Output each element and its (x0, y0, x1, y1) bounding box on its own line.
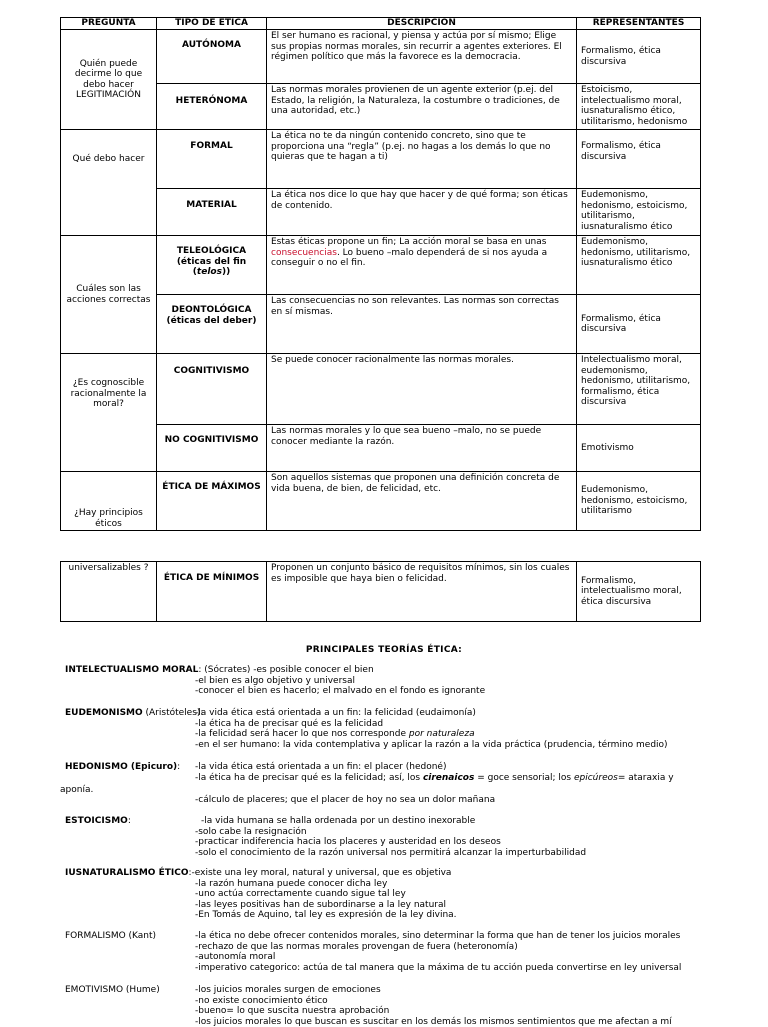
theory-line (195, 773, 674, 784)
question-cell: universalizables ? (61, 562, 157, 622)
consecuencias-highlight: consecuencias (271, 248, 337, 258)
ethics-table (60, 17, 701, 531)
type-line: (éticas del fin (177, 257, 246, 267)
theory-heading (65, 816, 131, 827)
theory-line-text: -la felicidad será hacer lo que nos corresponde (195, 729, 409, 739)
representatives-cell: Emotivismo (577, 425, 701, 472)
table-row (61, 354, 701, 425)
representatives-cell: Formalismo, ética discursiva (577, 130, 701, 189)
table-header-row (61, 18, 701, 30)
description-cell: Se puede conocer racionalmente las normas morales. (267, 354, 577, 425)
theories-title: PRINCIPALES TEORÍAS ÉTICA: (0, 645, 768, 656)
theory-head-text: (Aristóteles): (143, 708, 204, 718)
table-row (61, 130, 701, 189)
type-line: TELEOLÓGICA (177, 246, 246, 256)
theory-line: -solo cabe la resignación (195, 827, 307, 838)
theory-line: -la ética ha de precisar qué es la felicidad (195, 719, 383, 730)
theory-line: -las leyes positivas han de subordinarse a la ley natural (195, 900, 446, 911)
description-cell: Las normas morales y lo que sea bueno –malo, no se puede conocer mediante la razón. (267, 425, 577, 472)
question-cell: ¿Hay principios éticos (61, 472, 157, 531)
description-cell: Proponen un conjunto básico de requisitos mínimos, sin los cuales es imposible que haya bien o felicidad. (267, 562, 577, 622)
theory-line: -los juicios morales lo que buscan es suscitar en los demás los mismos sentimientos que me afectan a mí (195, 1017, 672, 1027)
description-cell (267, 236, 577, 295)
table-row (61, 236, 701, 295)
header-tipo: TIPO DE ÉTICA (157, 18, 267, 30)
theory-line: -autonomía moral (195, 952, 275, 963)
question-cell: Quién puede decirme lo que debo hacer LEGITIMACIÓN (61, 30, 157, 130)
type-cell (157, 236, 267, 295)
theory-line-text: = goce sensorial; los (474, 773, 574, 783)
telos-term: telos (197, 267, 222, 277)
theory-line: -cálculo de placeres; que el placer de hoy no sea un dolor mañana (195, 795, 495, 806)
theory-line: -en el ser humano: la vida contemplativa y aplicar la razón a la vida práctica (prudencia, término medio) (195, 740, 668, 751)
theory-heading (65, 762, 180, 773)
theory-heading (65, 985, 160, 996)
theory-line: aponía. (60, 785, 93, 796)
theory-heading (65, 868, 451, 879)
representatives-cell: Eudemonismo, hedonismo, utilitarismo, iusnaturalismo ético (577, 236, 701, 295)
theory-head-text: : (128, 816, 131, 826)
representatives-cell: Formalismo, intelectualismo moral, ética discursiva (577, 562, 701, 622)
theory-line: -la vida humana se halla ordenada por un destino inexorable (201, 816, 475, 827)
description-cell: Son aquellos sistemas que proponen una definición concreta de vida buena, de bien, de felicidad, etc. (267, 472, 577, 531)
type-cell: DEONTOLÓGICA (éticas del deber) (157, 295, 267, 354)
theory-line: -el bien es algo objetivo y universal (195, 676, 355, 687)
theory-line: -conocer el bien es hacerlo; el malvado en el fondo es ignorante (195, 686, 485, 697)
naturaleza-term: por naturaleza (409, 729, 475, 739)
theory-heading (65, 665, 374, 676)
theory-line: -la ética no debe ofrecer contenidos morales, sino determinar la forma que han de tener los juicios morales (195, 931, 680, 942)
cirenaicos-term: cirenaicos (423, 773, 474, 783)
table-row (61, 472, 701, 531)
theory-name: EUDEMONISMO (65, 708, 143, 718)
theory-name: EMOTIVISMO (Hume) (65, 985, 160, 995)
theory-head-text: :-existe una ley moral, natural y universal, que es objetiva (188, 868, 451, 878)
question-cell: Qué debo hacer (61, 130, 157, 236)
theory-line-text: = ataraxia y (618, 773, 674, 783)
theory-line: -En Tomás de Aquino, tal ley es expresión de la ley divina. (195, 910, 457, 921)
theory-head-text: : (Sócrates) -es posible conocer el bien (198, 665, 373, 675)
header-descripcion: DESCRIPCIÓN (267, 18, 577, 30)
theory-line: -la vida ética está orientada a un fin: la felicidad (eudaimonía) (195, 708, 476, 719)
theory-head-text: : (177, 762, 180, 772)
type-cell: AUTÓNOMA (157, 30, 267, 84)
theory-line: -uno actúa correctamente cuando sigue tal ley (195, 889, 406, 900)
representatives-cell: Eudemonismo, hedonismo, estoicismo, utilitarismo, iusnaturalismo ético (577, 189, 701, 236)
theory-line: -imperativo categorico: actúa de tal manera que la máxima de tu acción pueda convertirse en ley universal (195, 963, 681, 974)
question-cell: ¿Es cognoscible racionalmente la moral? (61, 354, 157, 472)
type-cell: HETERÓNOMA (157, 84, 267, 130)
theory-line: -solo el conocimiento de la razón universal nos permitirá alcanzar la imperturbabilidad (195, 848, 586, 859)
theory-line: -bueno= lo que suscita nuestra aprobación (195, 1006, 389, 1017)
theory-name: HEDONISMO (Epicuro) (65, 762, 177, 772)
table-row (61, 30, 701, 84)
type-cell: ÉTICA DE MÁXIMOS (157, 472, 267, 531)
table-row (61, 562, 701, 622)
theory-line: -los juicios morales surgen de emociones (195, 985, 381, 996)
type-cell: COGNITIVISMO (157, 354, 267, 425)
theory-line (195, 729, 475, 740)
theory-line: -no existe conocimiento ético (195, 996, 328, 1007)
theory-name: IUSNATURALISMO ÉTICO (65, 868, 188, 878)
description-cell: El ser humano es racional, y piensa y actúa por sí mismo; Elige sus propias normas morales, sin recurrir a agentes exteriores. El régimen político que más la favorece es la democracia. (267, 30, 577, 84)
table-row (61, 189, 701, 236)
header-pregunta: PREGUNTA (61, 18, 157, 30)
type-cell: NO COGNITIVISMO (157, 425, 267, 472)
description-cell: Las consecuencias no son relevantes. Las normas son correctas en sí mismas. (267, 295, 577, 354)
representatives-cell: Eudemonismo, hedonismo, estoicismo, utilitarismo (577, 472, 701, 531)
header-representantes: REPRESENTANTES (577, 18, 701, 30)
theory-line: -la vida ética está orientada a un fin: el placer (hedoné) (195, 762, 446, 773)
representatives-cell: Intelectualismo moral, eudemonismo, hedonismo, utilitarismo, formalismo, ética discursiva (577, 354, 701, 425)
description-text: . Lo bueno –malo dependerá de si nos ayuda a conseguir o no el fin. (271, 248, 547, 269)
type-line: )) (222, 267, 230, 277)
table-row (61, 84, 701, 130)
description-cell: La ética nos dice lo que hay que hacer y de qué forma; son éticas de contenido. (267, 189, 577, 236)
theory-heading (65, 708, 203, 719)
question-cell: Cuáles son las acciones correctas (61, 236, 157, 354)
theory-name: INTELECTUALISMO MORAL (65, 665, 198, 675)
table-row (61, 425, 701, 472)
theory-line-text: -la ética ha de precisar qué es la felicidad; así, los (195, 773, 423, 783)
theory-line: -la razón humana puede conocer dicha ley (195, 879, 387, 890)
theory-name: FORMALISMO (Kant) (65, 931, 156, 941)
type-line: ( (193, 267, 197, 277)
theory-line: -rechazo de que las normas morales provengan de fuera (heteronomía) (195, 942, 518, 953)
representatives-cell: Estoicismo, intelectualismo moral, iusnaturalismo ético, utilitarismo, hedonismo (577, 84, 701, 130)
type-cell: MATERIAL (157, 189, 267, 236)
ethics-table-continuation (60, 561, 701, 622)
representatives-cell: Formalismo, ética discursiva (577, 30, 701, 84)
description-text: Estas éticas propone un fin; La acción moral se basa en unas (271, 237, 546, 247)
theory-heading (65, 931, 156, 942)
description-cell: La ética no te da ningún contenido concreto, sino que te proporciona una “regla” (p.ej. no hagas a los demás lo que no quieras que te hagan a ti) (267, 130, 577, 189)
table-row (61, 295, 701, 354)
description-cell: Las normas morales provienen de un agente exterior (p.ej. del Estado, la religión, la Naturaleza, la costumbre o tradiciones, de una autoridad, etc.) (267, 84, 577, 130)
representatives-cell: Formalismo, ética discursiva (577, 295, 701, 354)
theory-line: -practicar indiferencia hacia los placeres y austeridad en los deseos (195, 837, 501, 848)
type-cell: ÉTICA DE MÍNIMOS (157, 562, 267, 622)
theory-name: ESTOICISMO (65, 816, 128, 826)
epicureos-term: epicúreos (574, 773, 618, 783)
type-cell: FORMAL (157, 130, 267, 189)
